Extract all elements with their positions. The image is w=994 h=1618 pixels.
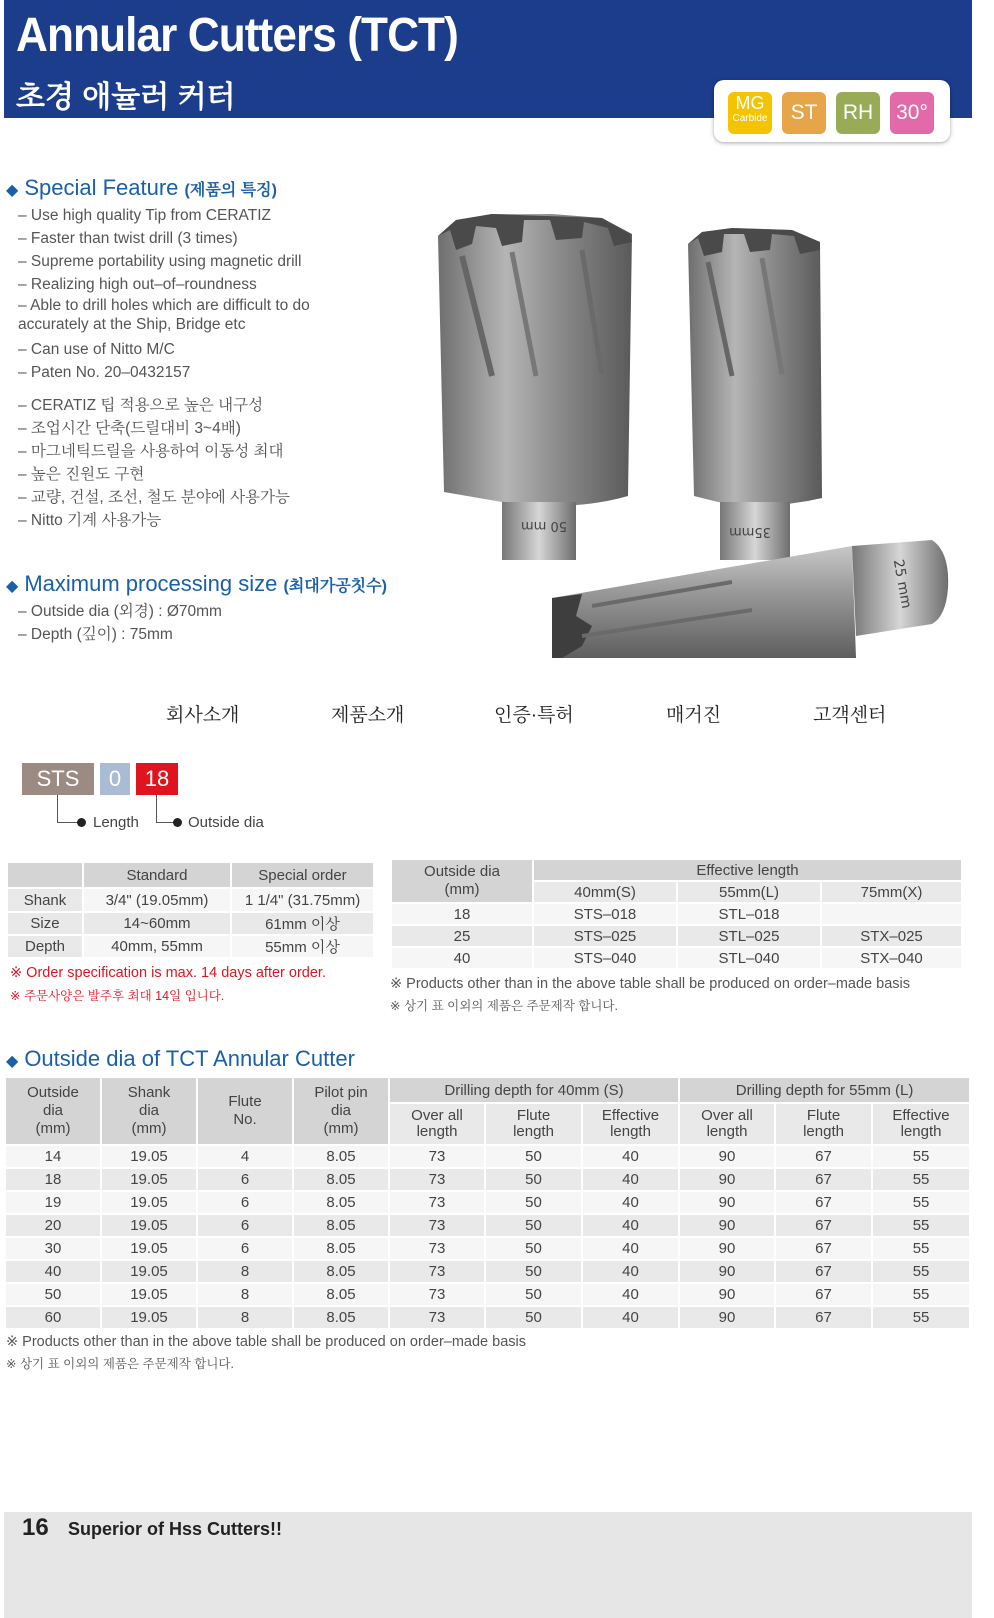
table-header-cell: 75mm(X) — [821, 881, 962, 903]
max-size-title-kr: (최대가공칫수) — [283, 578, 387, 595]
cutter-size-label: 35mm — [729, 524, 771, 539]
table-cell: 67 — [775, 1260, 872, 1283]
badge-mg-label: MG — [735, 93, 765, 113]
table-cell: 40mm, 55mm — [83, 935, 231, 958]
table-cell: 73 — [389, 1145, 485, 1168]
feature-badges — [714, 80, 950, 142]
table-header-cell — [197, 1077, 293, 1145]
table-cell: 4 — [197, 1145, 293, 1168]
table-cell: 18 — [5, 1168, 101, 1191]
table-cell: 3/4" (19.05mm) — [83, 888, 231, 912]
table-cell: 30 — [5, 1237, 101, 1260]
product-photo — [432, 206, 964, 664]
cutter-35mm — [688, 228, 822, 560]
badge-rh: RH — [836, 92, 880, 134]
connector-line — [57, 795, 58, 823]
table-cell: 40 — [582, 1237, 679, 1260]
code-length: 0 — [100, 763, 130, 795]
model-note-en: ※ Products other than in the above table shall be produced on order–made basis — [390, 976, 910, 992]
table-cell: 73 — [389, 1283, 485, 1306]
list-item: – 마그네틱드릴을 사용하여 이동성 최대 — [18, 443, 284, 460]
table-cell — [821, 903, 962, 925]
list-item: – Can use of Nitto M/C — [18, 341, 175, 358]
table-header-cell: Standard — [83, 862, 231, 888]
header-line: Effective — [892, 1107, 950, 1124]
badge-mg-sub: Carbide — [732, 113, 768, 124]
header-line: Shank — [127, 1084, 171, 1101]
table-cell: 55 — [872, 1214, 970, 1237]
table-cell: STS–018 — [533, 903, 677, 925]
table-header-cell — [679, 1103, 775, 1145]
table-cell: 8.05 — [293, 1237, 389, 1260]
header-line: (mm) — [131, 1120, 167, 1137]
max-size-list — [18, 600, 222, 646]
page-subtitle: 초경 애뉼러 커터 — [16, 81, 236, 114]
special-feature-title-kr: (제품의 특징) — [184, 182, 277, 199]
table-cell: 55 — [872, 1306, 970, 1329]
dot-icon — [173, 818, 182, 827]
outside-dia-title: Outside dia of TCT Annular Cutter — [24, 1046, 355, 1071]
table-cell: 40 — [582, 1283, 679, 1306]
table-cell: 90 — [679, 1260, 775, 1283]
table-cell: 73 — [389, 1168, 485, 1191]
header-line: (mm) — [323, 1120, 359, 1137]
order-note-kr: ※ 주문사양은 발주후 최대 14일 입니다. — [10, 989, 225, 1003]
table-header-cell — [389, 1103, 485, 1145]
table-cell: STS–040 — [533, 947, 677, 969]
table-cell: 90 — [679, 1191, 775, 1214]
table-cell: 55 — [872, 1168, 970, 1191]
header-line: Effective — [601, 1107, 660, 1124]
outside-dia-table — [4, 1076, 971, 1330]
table-cell: 40 — [5, 1260, 101, 1283]
table-cell: 50 — [485, 1260, 582, 1283]
header-line: length — [610, 1123, 651, 1140]
table-cell: 55mm 이상 — [231, 935, 374, 958]
table-cell: 20 — [5, 1214, 101, 1237]
table-cell: 50 — [485, 1306, 582, 1329]
table-cell: 90 — [679, 1306, 775, 1329]
table-cell: 90 — [679, 1168, 775, 1191]
badge-mg — [728, 92, 772, 134]
table-cell: STL–040 — [677, 947, 821, 969]
table-header-cell — [391, 859, 533, 903]
list-item: – 높은 진원도 구현 — [18, 466, 145, 483]
list-item: – Realizing high out–of–roundness — [18, 276, 257, 293]
nav-magazine[interactable]: 매거진 — [666, 705, 722, 726]
header-line: dia — [42, 1102, 64, 1119]
table-cell: STX–040 — [821, 947, 962, 969]
table-header-cell — [293, 1077, 389, 1145]
header-line: (mm) — [35, 1120, 71, 1137]
diamond-bullet-icon: ◆ — [6, 1053, 19, 1070]
table-row — [391, 925, 962, 947]
table-cell: 67 — [775, 1214, 872, 1237]
table-row — [5, 1145, 970, 1168]
table-cell: 40 — [582, 1145, 679, 1168]
header-line: dia — [138, 1102, 160, 1119]
nav-company[interactable]: 회사소개 — [166, 705, 240, 726]
table-cell: STL–018 — [677, 903, 821, 925]
table-row — [5, 1283, 970, 1306]
outside-dia-note-kr: ※ 상기 표 이외의 제품은 주문제작 합니다. — [6, 1357, 234, 1371]
nav-products[interactable]: 제품소개 — [331, 705, 405, 726]
table-cell: STS–025 — [533, 925, 677, 947]
table-cell: 8.05 — [293, 1191, 389, 1214]
table-header-cell — [7, 862, 83, 888]
nav-customer-center[interactable]: 고객센터 — [813, 705, 887, 726]
table-cell: STX–025 — [821, 925, 962, 947]
header-line: length — [706, 1123, 748, 1140]
table-cell: 50 — [485, 1237, 582, 1260]
code-outside-dia: 18 — [136, 763, 178, 795]
table-cell: 25 — [391, 925, 533, 947]
header-line: Outside — [27, 1084, 79, 1101]
table-cell: 67 — [775, 1306, 872, 1329]
list-item: – CERATIZ 팁 적용으로 높은 내구성 — [18, 397, 264, 414]
table-cell: 55 — [872, 1191, 970, 1214]
header-line: length — [416, 1123, 458, 1140]
connector-line — [156, 795, 157, 823]
list-item: – Supreme portability using magnetic drill — [18, 253, 302, 270]
table-cell: 40 — [582, 1214, 679, 1237]
table-header-cell — [5, 1077, 101, 1145]
table-cell: 73 — [389, 1214, 485, 1237]
max-size-title: Maximum processing size — [24, 571, 278, 596]
list-item: – Paten No. 20–0432157 — [18, 364, 191, 381]
table-cell: 8.05 — [293, 1260, 389, 1283]
feature-list-korean — [18, 394, 290, 532]
table-row — [5, 1237, 970, 1260]
table-cell: 73 — [389, 1237, 485, 1260]
table-cell: 90 — [679, 1237, 775, 1260]
table-cell: 6 — [197, 1191, 293, 1214]
table-cell: Depth — [7, 935, 83, 958]
table-cell: 73 — [389, 1191, 485, 1214]
table-header-cell — [775, 1103, 872, 1145]
outside-dia-heading — [6, 1046, 355, 1072]
cutter-size-label: 50 mm — [520, 518, 568, 533]
table-header-cell: Special order — [231, 862, 374, 888]
header-outside-line2: (mm) — [444, 881, 480, 898]
list-item: – Depth (깊이) : 75mm — [18, 626, 173, 643]
table-group-header: Drilling depth for 40mm (S) — [389, 1077, 679, 1103]
table-cell: 50 — [485, 1191, 582, 1214]
list-item: – Use high quality Tip from CERATIZ — [18, 207, 271, 224]
table-cell: 40 — [582, 1306, 679, 1329]
list-item: – Nitto 기계 사용가능 — [18, 512, 162, 529]
table-cell: 40 — [582, 1168, 679, 1191]
special-feature-heading — [6, 175, 277, 201]
list-item: – Faster than twist drill (3 times) — [18, 230, 238, 247]
table-cell: 8 — [197, 1283, 293, 1306]
table-cell: 19 — [5, 1191, 101, 1214]
table-cell: 19.05 — [101, 1191, 197, 1214]
header-line: Flute — [228, 1093, 262, 1110]
table-row — [5, 1191, 970, 1214]
table-cell: 67 — [775, 1145, 872, 1168]
table-header-cell: 40mm(S) — [533, 881, 677, 903]
list-item: – Outside dia (외경) : Ø70mm — [18, 603, 222, 620]
table-cell: 67 — [775, 1237, 872, 1260]
table-header-cell — [485, 1103, 582, 1145]
table-row — [391, 947, 962, 969]
cutter-50mm — [438, 214, 632, 560]
table-cell: Shank — [7, 888, 83, 912]
list-item: – Able to drill holes which are difficult to do accurately at the Ship, Bridge etc — [18, 297, 310, 333]
header-line: Over all — [701, 1107, 753, 1124]
table-row — [5, 1214, 970, 1237]
header-outside-line1: Outside dia — [424, 863, 500, 880]
table-row — [5, 1168, 970, 1191]
table-cell: 55 — [872, 1283, 970, 1306]
table-cell: 19.05 — [101, 1283, 197, 1306]
table-cell: 40 — [391, 947, 533, 969]
table-cell: 19.05 — [101, 1214, 197, 1237]
footer-slogan: Superior of Hss Cutters!! — [68, 1519, 283, 1539]
table-cell: 19.05 — [101, 1145, 197, 1168]
code-label-outside-dia: Outside dia — [188, 814, 264, 831]
table-cell: 55 — [872, 1260, 970, 1283]
nav-certification[interactable]: 인증·특허 — [494, 705, 574, 726]
page-title: Annular Cutters (TCT) — [16, 9, 458, 62]
dot-icon — [77, 818, 86, 827]
table-cell: 6 — [197, 1168, 293, 1191]
table-group-header: Drilling depth for 55mm (L) — [679, 1077, 970, 1103]
code-prefix: STS — [22, 763, 94, 795]
table-header-cell — [872, 1103, 970, 1145]
table-cell: 19.05 — [101, 1168, 197, 1191]
table-cell: 18 — [391, 903, 533, 925]
table-header-cell — [101, 1077, 197, 1145]
table-cell: 73 — [389, 1260, 485, 1283]
diamond-bullet-icon: ◆ — [6, 578, 19, 595]
standard-table — [6, 861, 375, 959]
table-cell: 8 — [197, 1306, 293, 1329]
table-cell: 67 — [775, 1191, 872, 1214]
header-line: Flute — [806, 1107, 841, 1124]
list-item: – 교량, 건설, 조선, 철도 분야에 사용가능 — [18, 489, 290, 506]
model-table — [390, 858, 963, 970]
table-cell: 8.05 — [293, 1306, 389, 1329]
order-note-en: ※ Order specification is max. 14 days after order. — [10, 965, 326, 981]
table-cell: 50 — [485, 1168, 582, 1191]
header-line: length — [900, 1123, 942, 1140]
table-cell: 90 — [679, 1283, 775, 1306]
table-cell: 60 — [5, 1306, 101, 1329]
table-cell: 19.05 — [101, 1260, 197, 1283]
header-line: Over all — [411, 1107, 463, 1124]
table-cell: Size — [7, 912, 83, 935]
table-cell: 61mm 이상 — [231, 912, 374, 935]
page-number: 16 — [22, 1514, 49, 1541]
table-cell: 8.05 — [293, 1168, 389, 1191]
table-cell: 19.05 — [101, 1306, 197, 1329]
table-cell: 50 — [485, 1214, 582, 1237]
table-cell: 55 — [872, 1145, 970, 1168]
cutter-size-label: 25 mm — [889, 558, 915, 610]
model-code-diagram — [22, 763, 322, 843]
model-note-kr: ※ 상기 표 이외의 제품은 주문제작 합니다. — [390, 999, 618, 1013]
code-label-length: Length — [93, 814, 139, 831]
header-line: dia — [330, 1102, 352, 1119]
table-cell: 1 1/4" (31.75mm) — [231, 888, 374, 912]
table-row — [5, 1260, 970, 1283]
diamond-bullet-icon: ◆ — [6, 182, 19, 199]
list-item: – 조업시간 단축(드릴대비 3~4배) — [18, 420, 241, 437]
table-cell: 6 — [197, 1237, 293, 1260]
table-cell: 6 — [197, 1214, 293, 1237]
header-line: length — [513, 1123, 554, 1140]
table-cell: 8.05 — [293, 1145, 389, 1168]
table-header-cell — [582, 1103, 679, 1145]
feature-list-english — [18, 204, 338, 384]
table-cell: 8.05 — [293, 1283, 389, 1306]
table-cell: STL–025 — [677, 925, 821, 947]
table-cell: 73 — [389, 1306, 485, 1329]
special-feature-title: Special Feature — [24, 175, 179, 200]
table-cell: 14 — [5, 1145, 101, 1168]
header-line: No. — [233, 1111, 257, 1128]
badge-st: ST — [782, 92, 826, 134]
header-line: length — [803, 1123, 844, 1140]
table-cell: 8.05 — [293, 1214, 389, 1237]
badge-30-degree: 30° — [890, 92, 934, 134]
table-header-cell: Effective length — [533, 859, 962, 881]
table-row — [5, 1306, 970, 1329]
table-cell: 14~60mm — [83, 912, 231, 935]
table-cell: 90 — [679, 1214, 775, 1237]
table-cell: 19.05 — [101, 1237, 197, 1260]
max-size-heading — [6, 571, 387, 597]
table-cell: 50 — [485, 1283, 582, 1306]
table-cell: 55 — [872, 1237, 970, 1260]
table-cell: 40 — [582, 1260, 679, 1283]
header-line: Flute — [516, 1107, 551, 1124]
table-cell: 50 — [485, 1145, 582, 1168]
outside-dia-note-en: ※ Products other than in the above table shall be produced on order–made basis — [6, 1334, 526, 1350]
header-line: Pilot pin — [314, 1084, 368, 1101]
table-cell: 50 — [5, 1283, 101, 1306]
table-header-cell: 55mm(L) — [677, 881, 821, 903]
table-cell: 40 — [582, 1191, 679, 1214]
table-cell: 67 — [775, 1168, 872, 1191]
table-cell: 8 — [197, 1260, 293, 1283]
table-cell: 90 — [679, 1145, 775, 1168]
table-cell: 67 — [775, 1283, 872, 1306]
table-row — [391, 903, 962, 925]
